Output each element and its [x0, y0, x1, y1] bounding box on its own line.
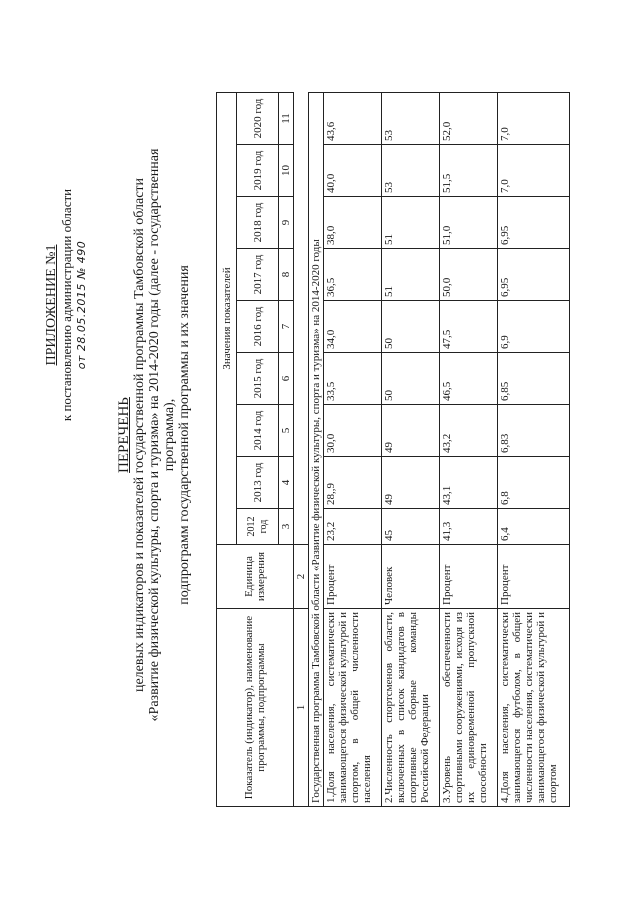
- value-cell: 53: [382, 145, 440, 197]
- col-number: 4: [279, 457, 294, 509]
- header-values-group: Значения показателей: [217, 93, 237, 545]
- value-cell: 43,1: [440, 457, 498, 509]
- value-cell: 50,0: [440, 249, 498, 301]
- value-cell: 51,0: [440, 197, 498, 249]
- header-year: 2016 год: [237, 301, 279, 353]
- indicator-unit: Процент: [324, 545, 382, 609]
- heading-line-1: целевых индикаторов и показателей государственной программы Тамбовской области: [132, 177, 147, 693]
- col-number: 9: [279, 197, 294, 249]
- annex-header: [44, 95, 89, 515]
- value-cell: 53: [382, 93, 440, 145]
- value-cell: 6,85: [498, 353, 570, 405]
- header-year: 2020 год: [237, 93, 279, 145]
- value-cell: 33,5: [324, 353, 382, 405]
- header-indicator: Показатель (индикатор), наименование программы, подпрограммы: [217, 609, 294, 807]
- value-cell: 50: [382, 301, 440, 353]
- value-cell: 28,,9: [324, 457, 382, 509]
- header-year: 2015 год: [237, 353, 279, 405]
- col-number: 5: [279, 405, 294, 457]
- col-number: 11: [279, 93, 294, 145]
- header-year: 2013 год: [237, 457, 279, 509]
- col-number: 2: [294, 545, 309, 609]
- value-cell: 30,0: [324, 405, 382, 457]
- value-cell: 43,2: [440, 405, 498, 457]
- value-cell: 6,4: [498, 509, 570, 545]
- value-cell: 51: [382, 249, 440, 301]
- value-cell: 52,0: [440, 93, 498, 145]
- value-cell: 7,0: [498, 93, 570, 145]
- value-cell: 41,3: [440, 509, 498, 545]
- header-year: 2014 год: [237, 405, 279, 457]
- col-number: 10: [279, 145, 294, 197]
- indicator-unit: Процент: [498, 545, 570, 609]
- value-cell: 51,5: [440, 145, 498, 197]
- document-heading: [117, 115, 192, 755]
- blank-cell: [294, 93, 309, 545]
- table-row: [498, 93, 570, 807]
- heading-line-3: подпрограмм государственной программы и их значения: [177, 265, 192, 605]
- col-number: 7: [279, 301, 294, 353]
- value-cell: 43,6: [324, 93, 382, 145]
- value-cell: 49: [382, 405, 440, 457]
- table-row: [382, 93, 440, 807]
- value-cell: 23,2: [324, 509, 382, 545]
- value-cell: 36,5: [324, 249, 382, 301]
- indicator-name: 4.Доля населения, систематически занимающегося футболом, в общей численности населения, систематически занимающегося физической культурой и спортом: [498, 609, 570, 807]
- annex-subtitle: к постановлению администрации области: [59, 188, 74, 422]
- value-cell: 47,5: [440, 301, 498, 353]
- value-cell: 6,9: [498, 301, 570, 353]
- col-number: 6: [279, 353, 294, 405]
- heading-line-2: «Развитие физической культуры, спорта и туризма» на 2014-2020 годы (далее - государственная программа),: [147, 148, 177, 722]
- indicators-table: [216, 92, 570, 807]
- indicator-unit: Процент: [440, 545, 498, 609]
- annex-title: ПРИЛОЖЕНИЕ №1: [44, 244, 59, 366]
- header-year: 2012 год: [237, 509, 279, 545]
- value-cell: 51: [382, 197, 440, 249]
- value-cell: 40,0: [324, 145, 382, 197]
- table-row: [324, 93, 382, 807]
- value-cell: 34,0: [324, 301, 382, 353]
- value-cell: 6,95: [498, 249, 570, 301]
- value-cell: 6,83: [498, 405, 570, 457]
- value-cell: 45: [382, 509, 440, 545]
- value-cell: 46,5: [440, 353, 498, 405]
- value-cell: 38,0: [324, 197, 382, 249]
- indicator-unit: Человек: [382, 545, 440, 609]
- indicator-name: 1.Доля населения, систематически занимающегося физической культурой и спортом, в общей численности населения: [324, 609, 382, 807]
- document-title: ПЕРЕЧЕНЬ: [116, 397, 132, 473]
- col-number: 3: [279, 509, 294, 545]
- value-cell: 50: [382, 353, 440, 405]
- table-row: [440, 93, 498, 807]
- header-year: 2018 год: [237, 197, 279, 249]
- header-year: 2017 год: [237, 249, 279, 301]
- header-unit: Единица измерения: [217, 545, 294, 609]
- value-cell: 6,8: [498, 457, 570, 509]
- value-cell: 49: [382, 457, 440, 509]
- header-year: 2019 год: [237, 145, 279, 197]
- indicator-name: 2.Численность спортсменов области, включенных в список кандидатов в спортивные сборные команды Российской Федерации: [382, 609, 440, 807]
- col-number: 8: [279, 249, 294, 301]
- value-cell: 7,0: [498, 145, 570, 197]
- value-cell: 6,95: [498, 197, 570, 249]
- section-program-title: Государственная программа Тамбовской области «Развитие физической культуры, спорта и туризма» на 2014-2020 годы: [309, 93, 324, 807]
- col-number: 1: [294, 609, 309, 807]
- annex-date-handwritten: от 28.05.2015 № 490: [75, 240, 88, 370]
- indicator-name: 3.Уровень обеспеченности спортивными сооружениями, исходя из их единовременной пропускной способности: [440, 609, 498, 807]
